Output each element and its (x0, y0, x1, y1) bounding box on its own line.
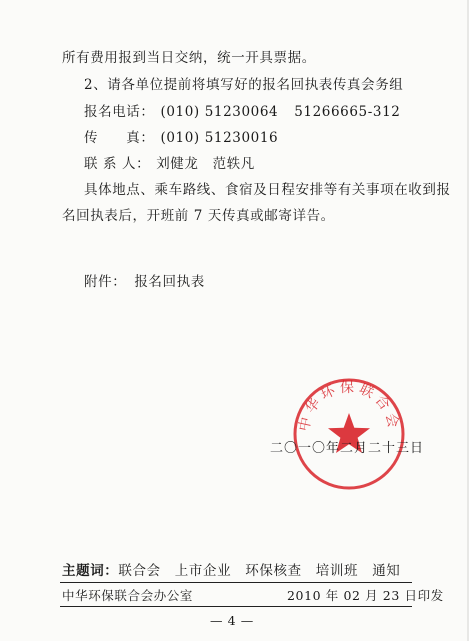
body-line-notice: 名回执表后，开班前 7 天传真或邮寄详告。 (62, 208, 335, 224)
print-date: 2010 年 02 月 23 日印发 (287, 588, 444, 603)
body-line-fees: 所有费用报到当日交纳，统一开具票据。 (62, 50, 316, 66)
attachment-row (84, 273, 205, 291)
body-line-submit: 2、请各单位提前将填写好的报名回执表传真会务组 (84, 77, 404, 93)
contact-label: 联 系 人： (84, 156, 151, 172)
issuing-office: 中华环保联合会办公室 (62, 588, 194, 603)
keywords-value: 联合会 上市企业 环保核查 培训班 通知 (118, 563, 401, 579)
attachment-value: 报名回执表 (134, 274, 205, 290)
issue-date: 二〇一〇年二月二十三日 (270, 441, 425, 456)
seal-text: 中华环保联合会 (296, 379, 402, 433)
page-number: — 4 — (210, 613, 254, 628)
contact-value: 刘健龙 范轶凡 (156, 156, 255, 172)
footer-rule-bottom (60, 606, 412, 607)
phone-row (84, 103, 400, 121)
official-seal (290, 375, 408, 493)
keywords-row (62, 562, 400, 580)
phone-value-1: (010) 51230064 (160, 104, 279, 120)
fax-row (84, 129, 278, 147)
footer-rule-top (60, 582, 412, 583)
phone-label: 报名电话： (84, 104, 155, 120)
fax-label: 传 真： (84, 130, 155, 146)
attachment-label: 附件： (84, 274, 127, 290)
contact-row (84, 155, 255, 173)
fax-value: (010) 51230016 (160, 130, 279, 146)
phone-value-2: 51266665-312 (294, 104, 401, 120)
body-line-details: 具体地点、乘车路线、食宿及日程安排等有关事项在收到报 (84, 182, 451, 198)
keywords-label: 主题词： (62, 563, 119, 579)
